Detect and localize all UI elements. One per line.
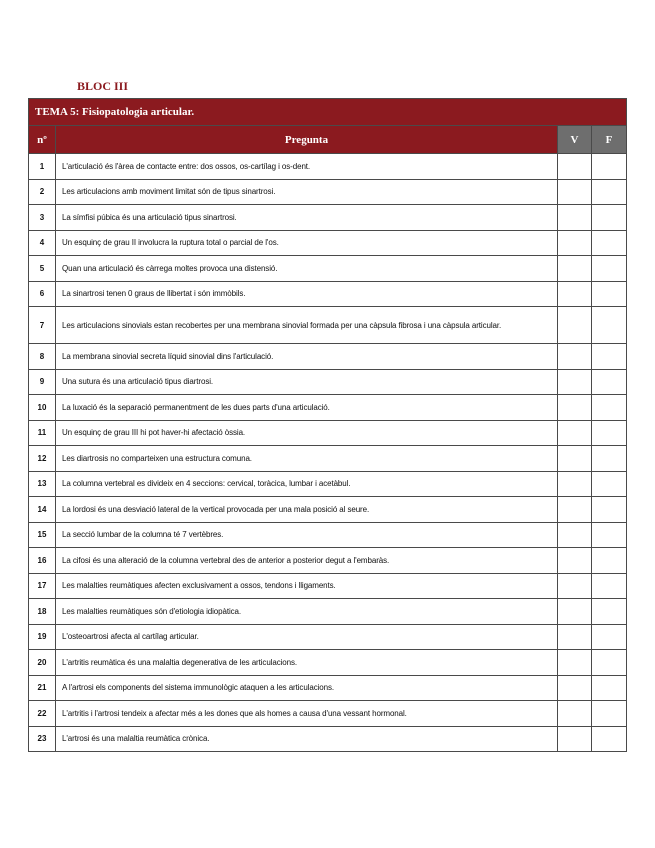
- question-number: 7: [29, 307, 56, 344]
- question-text: Un esquinç de grau III hi pot haver-hi afectació òssia.: [56, 420, 558, 446]
- false-answer-cell[interactable]: [592, 446, 627, 472]
- true-answer-cell[interactable]: [558, 522, 592, 548]
- false-answer-cell[interactable]: [592, 230, 627, 256]
- true-answer-cell[interactable]: [558, 179, 592, 205]
- true-answer-cell[interactable]: [558, 701, 592, 727]
- false-answer-cell[interactable]: [592, 624, 627, 650]
- table-title-row: [29, 99, 627, 126]
- header-false: F: [592, 126, 627, 154]
- false-answer-cell[interactable]: [592, 307, 627, 344]
- question-text: L'artritis i l'artrosi tendeix a afectar més a les dones que als homes a causa d'una vessant hormonal.: [56, 701, 558, 727]
- question-number: 6: [29, 281, 56, 307]
- table-row: [29, 726, 627, 752]
- table-row: [29, 369, 627, 395]
- table-row: [29, 230, 627, 256]
- false-answer-cell[interactable]: [592, 599, 627, 625]
- table-row: [29, 446, 627, 472]
- false-answer-cell[interactable]: [592, 573, 627, 599]
- question-number: 15: [29, 522, 56, 548]
- false-answer-cell[interactable]: [592, 179, 627, 205]
- question-text: La luxació és la separació permanentment de les dues parts d'una articulació.: [56, 395, 558, 421]
- false-answer-cell[interactable]: [592, 548, 627, 574]
- table-row: [29, 548, 627, 574]
- question-text: L'artrosi és una malaltia reumàtica crònica.: [56, 726, 558, 752]
- true-answer-cell[interactable]: [558, 675, 592, 701]
- table-row: [29, 650, 627, 676]
- question-text: Un esquinç de grau II involucra la ruptura total o parcial de l'os.: [56, 230, 558, 256]
- false-answer-cell[interactable]: [592, 281, 627, 307]
- question-text: A l'artrosi els components del sistema immunològic ataquen a les articulacions.: [56, 675, 558, 701]
- question-text: Les diartrosis no comparteixen una estructura comuna.: [56, 446, 558, 472]
- true-answer-cell[interactable]: [558, 281, 592, 307]
- false-answer-cell[interactable]: [592, 420, 627, 446]
- true-answer-cell[interactable]: [558, 344, 592, 370]
- question-number: 5: [29, 256, 56, 282]
- true-answer-cell[interactable]: [558, 395, 592, 421]
- table-title: TEMA 5: Fisiopatologia articular.: [29, 99, 627, 126]
- true-false-table: [28, 98, 627, 752]
- question-text: Les malalties reumàtiques són d'etiologia idiopàtica.: [56, 599, 558, 625]
- false-answer-cell[interactable]: [592, 650, 627, 676]
- header-true: V: [558, 126, 592, 154]
- question-number: 9: [29, 369, 56, 395]
- false-answer-cell[interactable]: [592, 726, 627, 752]
- false-answer-cell[interactable]: [592, 154, 627, 180]
- table-row: [29, 154, 627, 180]
- false-answer-cell[interactable]: [592, 522, 627, 548]
- question-number: 18: [29, 599, 56, 625]
- true-answer-cell[interactable]: [558, 548, 592, 574]
- true-answer-cell[interactable]: [558, 726, 592, 752]
- question-text: La lordosi és una desviació lateral de la vertical provocada per una mala posició al seure.: [56, 497, 558, 523]
- question-number: 4: [29, 230, 56, 256]
- question-number: 21: [29, 675, 56, 701]
- question-text: La cifosi és una alteració de la columna vertebral des de anterior a posterior degut a l'embaràs.: [56, 548, 558, 574]
- question-number: 11: [29, 420, 56, 446]
- false-answer-cell[interactable]: [592, 256, 627, 282]
- question-number: 10: [29, 395, 56, 421]
- question-text: Quan una articulació és càrrega moltes provoca una distensió.: [56, 256, 558, 282]
- header-number: nº: [29, 126, 56, 154]
- table-row: [29, 281, 627, 307]
- true-answer-cell[interactable]: [558, 624, 592, 650]
- table-row: [29, 205, 627, 231]
- table-row: [29, 256, 627, 282]
- question-rows: [29, 154, 627, 752]
- true-answer-cell[interactable]: [558, 471, 592, 497]
- true-answer-cell[interactable]: [558, 420, 592, 446]
- table-row: [29, 522, 627, 548]
- true-answer-cell[interactable]: [558, 446, 592, 472]
- table-row: [29, 420, 627, 446]
- true-answer-cell[interactable]: [558, 256, 592, 282]
- table-row: [29, 395, 627, 421]
- question-number: 23: [29, 726, 56, 752]
- false-answer-cell[interactable]: [592, 497, 627, 523]
- table-row: [29, 344, 627, 370]
- question-text: La símfisi púbica és una articulació tipus sinartrosi.: [56, 205, 558, 231]
- true-answer-cell[interactable]: [558, 650, 592, 676]
- true-answer-cell[interactable]: [558, 230, 592, 256]
- false-answer-cell[interactable]: [592, 369, 627, 395]
- table-row: [29, 573, 627, 599]
- question-text: Les articulacions amb moviment limitat són de tipus sinartrosi.: [56, 179, 558, 205]
- table-row: [29, 675, 627, 701]
- true-answer-cell[interactable]: [558, 497, 592, 523]
- question-text: La membrana sinovial secreta líquid sinovial dins l'articulació.: [56, 344, 558, 370]
- true-answer-cell[interactable]: [558, 599, 592, 625]
- true-answer-cell[interactable]: [558, 369, 592, 395]
- question-text: La columna vertebral es divideix en 4 seccions: cervical, toràcica, lumbar i acetàbul.: [56, 471, 558, 497]
- question-number: 2: [29, 179, 56, 205]
- false-answer-cell[interactable]: [592, 205, 627, 231]
- table-row: [29, 599, 627, 625]
- false-answer-cell[interactable]: [592, 675, 627, 701]
- question-number: 14: [29, 497, 56, 523]
- table-header-row: [29, 126, 627, 154]
- true-answer-cell[interactable]: [558, 307, 592, 344]
- false-answer-cell[interactable]: [592, 701, 627, 727]
- header-question: Pregunta: [56, 126, 558, 154]
- true-answer-cell[interactable]: [558, 154, 592, 180]
- question-number: 1: [29, 154, 56, 180]
- question-text: L'osteoartrosi afecta al cartílag articular.: [56, 624, 558, 650]
- true-answer-cell[interactable]: [558, 573, 592, 599]
- question-number: 3: [29, 205, 56, 231]
- question-text: La secció lumbar de la columna té 7 vertèbres.: [56, 522, 558, 548]
- table-row: [29, 497, 627, 523]
- table-row: [29, 624, 627, 650]
- question-text: Una sutura és una articulació tipus diartrosi.: [56, 369, 558, 395]
- table-row: [29, 701, 627, 727]
- question-text: L'articulació és l'àrea de contacte entre: dos ossos, os-cartílag i os-dent.: [56, 154, 558, 180]
- question-text: La sinartrosi tenen 0 graus de llibertat i són immòbils.: [56, 281, 558, 307]
- question-text: Les articulacions sinovials estan recobertes per una membrana sinovial formada per una càpsula fibrosa i una càpsula articular.: [56, 307, 558, 344]
- false-answer-cell[interactable]: [592, 471, 627, 497]
- question-number: 19: [29, 624, 56, 650]
- question-number: 16: [29, 548, 56, 574]
- true-answer-cell[interactable]: [558, 205, 592, 231]
- question-number: 12: [29, 446, 56, 472]
- false-answer-cell[interactable]: [592, 395, 627, 421]
- table-row: [29, 471, 627, 497]
- question-text: Les malalties reumàtiques afecten exclusivament a ossos, tendons i lligaments.: [56, 573, 558, 599]
- question-number: 17: [29, 573, 56, 599]
- table-row: [29, 179, 627, 205]
- table-row: [29, 307, 627, 344]
- question-text: L'artritis reumàtica és una malaltia degenerativa de les articulacions.: [56, 650, 558, 676]
- question-number: 8: [29, 344, 56, 370]
- question-number: 13: [29, 471, 56, 497]
- question-number: 20: [29, 650, 56, 676]
- false-answer-cell[interactable]: [592, 344, 627, 370]
- question-number: 22: [29, 701, 56, 727]
- section-heading: BLOC III: [77, 79, 129, 93]
